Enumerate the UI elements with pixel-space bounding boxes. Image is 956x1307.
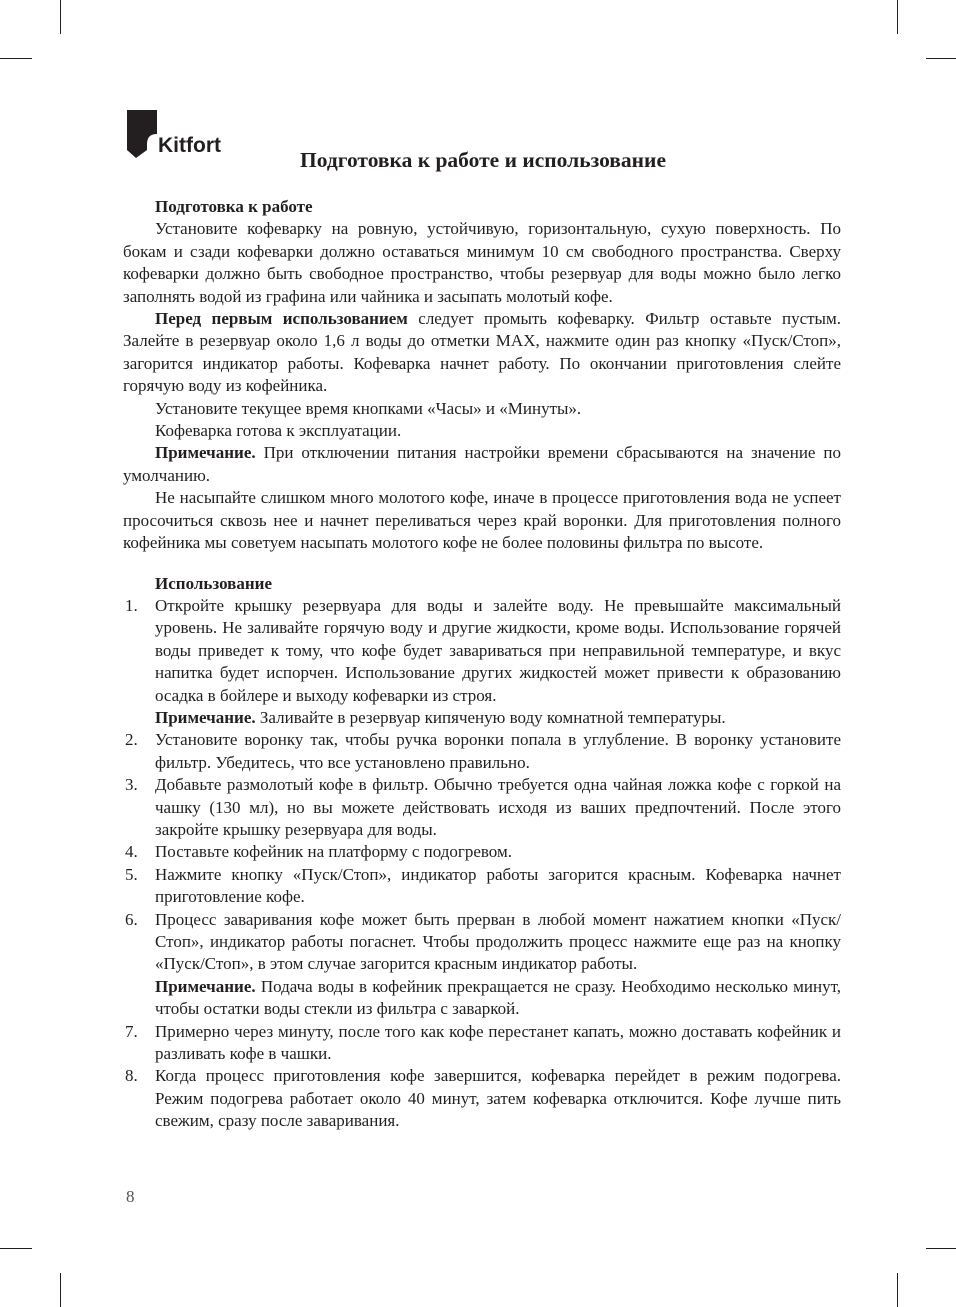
crop-mark — [897, 1273, 898, 1307]
list-item: 7. Примерно через минуту, после того как кофе перестанет капать, можно доставать кофейник и разливать кофе в чашки. — [125, 1021, 841, 1064]
usage-steps-list — [123, 595, 841, 1133]
list-item: 3. Добавьте размолотый кофе в фильтр. Обычно требуется одна чайная ложка кофе с горкой на чашку (130 мл), но вы можете действовать исходя из ваших предпочтений. После этого закройте крышку резервуара для воды. — [125, 775, 841, 839]
section-heading-preparation: Подготовка к работе — [155, 197, 313, 216]
paragraph: Кофеварка готова к эксплуатации. — [155, 421, 402, 441]
logo-text: Kitfort — [158, 134, 221, 157]
note-paragraph: Примечание. Подача воды в кофейник прекращается не сразу. Необходимо несколько минут, чтобы остатки воды стекли из фильтра с заваркой. — [155, 976, 841, 1019]
paragraph: Перед первым использованием следует промыть кофеварку. Фильтр оставьте пустым. Залейте в резервуар около 1,6 л воды до отметки MAX, нажмите один раз кнопку «Пуск/Стоп», загорится индикатор работы. Кофеварка начнет работу. По окончании приготовления слейте горячую воду из кофейника. — [123, 309, 841, 396]
page-number: 8 — [126, 1187, 135, 1206]
paragraph: Не насыпайте слишком много молотого кофе, иначе в процессе приготовления вода не успеет просочиться сквозь нее и начнет переливаться через край воронки. Для приготовления полного кофейника мы советуем насыпать молотого кофе не более половины фильтра по высоте. — [123, 488, 841, 553]
list-item: 1. Откройте крышку резервуара для воды и залейте воду. Не превышайте максимальный уровень. Не заливайте горячую воду и другие жидкости, кроме воды. Использование горячей воды приведет к тому, что кофе будет завариваться при неправильной температуре, и вкус напитка будет испорчен. Использование других жидкостей может привести к образованию осадка в бойлере и выходу кофеварки из строя. Примечание. Заливайте в резервуар кипяченую воду комнатной температуры. — [123, 595, 841, 729]
crop-mark — [60, 0, 61, 34]
paragraph: Установите кофеварку на ровную, устойчивую, горизонтальную, сухую поверхность. По бокам и сзади кофеварки должно оставаться минимум 10 см свободного пространства. Сверху кофеварки должно быть свободное пространство, чтобы резервуар для воды можно было легко заполнять водой из графина или чайника и засыпать молотый кофе. — [123, 219, 841, 306]
list-item: 5. Нажмите кнопку «Пуск/Стоп», индикатор работы загорится красным. Кофеварка начнет приготовление кофе. — [125, 864, 841, 907]
list-item: 8. Когда процесс приготовления кофе завершится, кофеварка перейдет в режим подогрева. Режим подогрева работает около 40 минут, затем кофеварка отключится. Кофе лучше пить свежим, сразу после заваривания. — [125, 1066, 841, 1131]
crop-mark — [926, 58, 956, 59]
list-item: 4. Поставьте кофейник на платформу с подогревом. — [125, 842, 512, 862]
crop-mark — [0, 1248, 32, 1249]
list-item: 6. Процесс заваривания кофе может быть прерван в любой момент нажатием кнопки «Пуск/Стоп», индикатор работы погаснет. Чтобы продолжить процесс нажмите еще раз на кнопку «Пуск/Стоп», в этом случае загорится красным индикатор работы. Примечание. Подача воды в кофейник прекращается не сразу. Необходимо несколько минут, чтобы остатки воды стекли из фильтра с заваркой. — [123, 909, 841, 1021]
list-item: 2. Установите воронку так, чтобы ручка воронки попала в углубление. В воронку установите фильтр. Убедитесь, что все установлено правильно. — [125, 730, 841, 772]
section-heading-usage: Использование — [155, 573, 272, 593]
crop-mark — [60, 1273, 61, 1307]
note-paragraph: Примечание. При отключении питания настройки времени сбрасываются на значение по умолчанию. — [123, 443, 841, 485]
note-label: Примечание. — [155, 443, 256, 463]
crop-mark — [0, 58, 32, 59]
document-body — [123, 196, 841, 1133]
paragraph: Установите текущее время кнопками «Часы» и «Минуты». — [155, 398, 582, 418]
note-paragraph: Примечание. Заливайте в резервуар кипяченую воду комнатной температуры. — [155, 707, 726, 727]
crop-mark — [926, 1248, 956, 1249]
bold-lead: Перед первым использованием — [155, 309, 408, 329]
page-title: Подготовка к работе и использование — [300, 148, 666, 172]
crop-mark — [897, 0, 898, 34]
